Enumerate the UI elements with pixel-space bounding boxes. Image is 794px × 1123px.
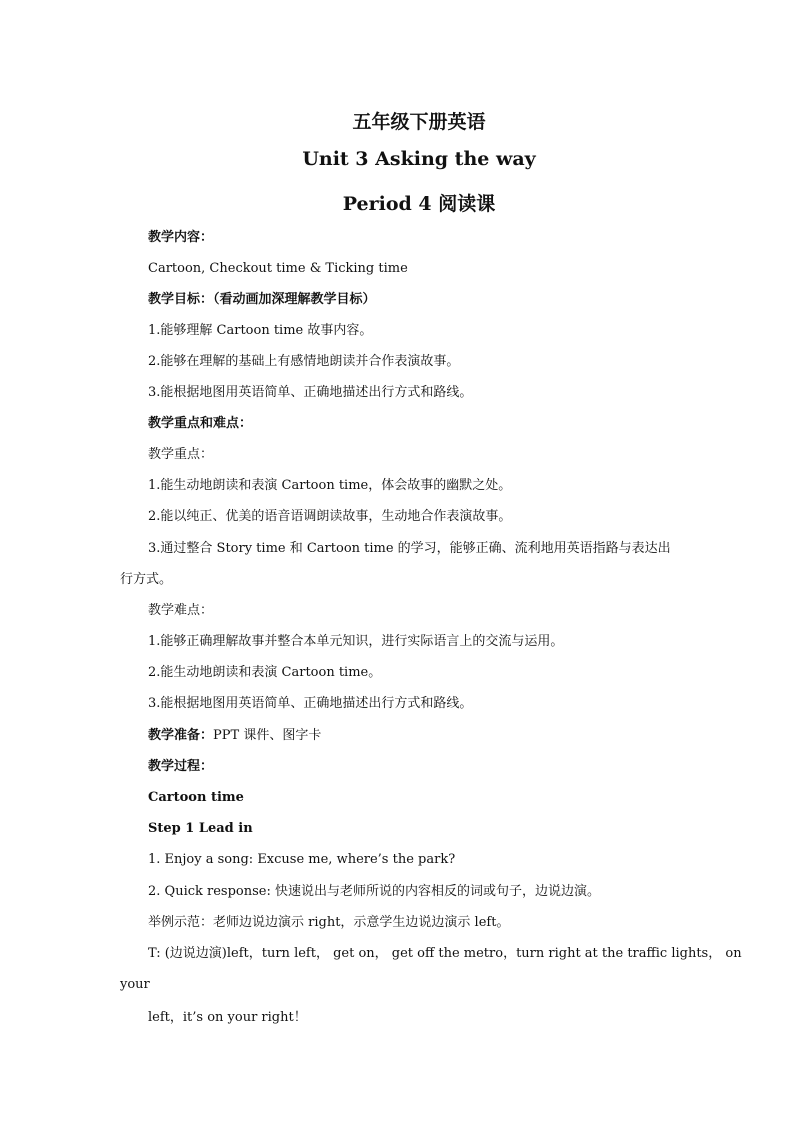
- example-text: 举例示范：老师边说边演示 right，示意学生边说边演示 left。: [148, 915, 510, 930]
- content-text: Cartoon, Checkout time & Ticking time: [148, 261, 408, 276]
- key-point-item: 2.能以纯正、优美的语音语调朗读故事，生动地合作表演故事。: [148, 509, 512, 524]
- step-item: 2. Quick response: 快速说出与老师所说的内容相反的词或句子，边说边演。: [148, 884, 600, 899]
- doc-title-unit: Unit 3 Asking the way: [302, 148, 536, 170]
- teacher-line: T: (边说边演)left，turn left， get on， get off the metro，turn right at the traffic lights， on: [148, 946, 742, 961]
- difficult-item: 3.能根据地图用英语简单、正确地描述出行方式和路线。: [148, 696, 473, 711]
- prep-line: [148, 728, 321, 744]
- teacher-line-continued: your: [120, 977, 150, 992]
- difficult-label: 教学难点：: [148, 603, 214, 618]
- key-point-item: 3.通过整合 Story time 和 Cartoon time 的学习，能够正确、流利地用英语指路与表达出: [148, 541, 671, 556]
- doc-title-period: Period 4 阅读课: [342, 193, 496, 215]
- section-title: Cartoon time: [148, 790, 244, 805]
- objective-item: 1.能够理解 Cartoon time 故事内容。: [148, 323, 373, 338]
- key-point-item-continued: 行方式。: [120, 572, 173, 587]
- process-heading: 教学过程：: [148, 759, 214, 774]
- difficult-item: 2.能生动地朗读和表演 Cartoon time。: [148, 665, 382, 680]
- teacher-line-continued: left，it’s on your right！: [148, 1010, 307, 1025]
- key-difficult-heading: 教学重点和难点：: [148, 416, 253, 431]
- key-point-item: 1.能生动地朗读和表演 Cartoon time，体会故事的幽默之处。: [148, 478, 512, 493]
- step-item: 1. Enjoy a song: Excuse me, where’s the park?: [148, 852, 456, 867]
- key-points-label: 教学重点：: [148, 447, 214, 462]
- doc-title-grade: 五年级下册英语: [352, 111, 486, 133]
- difficult-item: 1.能够正确理解故事并整合本单元知识，进行实际语言上的交流与运用。: [148, 634, 564, 649]
- objective-item: 2.能够在理解的基础上有感情地朗读并合作表演故事。: [148, 354, 460, 369]
- prep-text: PPT 课件、图字卡: [213, 728, 322, 743]
- step-heading: Step 1 Lead in: [148, 821, 253, 836]
- objective-item: 3.能根据地图用英语简单、正确地描述出行方式和路线。: [148, 385, 473, 400]
- objectives-heading: 教学目标：（看动画加深理解教学目标）: [148, 292, 376, 307]
- content-heading: 教学内容：: [148, 230, 214, 245]
- prep-heading: 教学准备：: [148, 728, 214, 743]
